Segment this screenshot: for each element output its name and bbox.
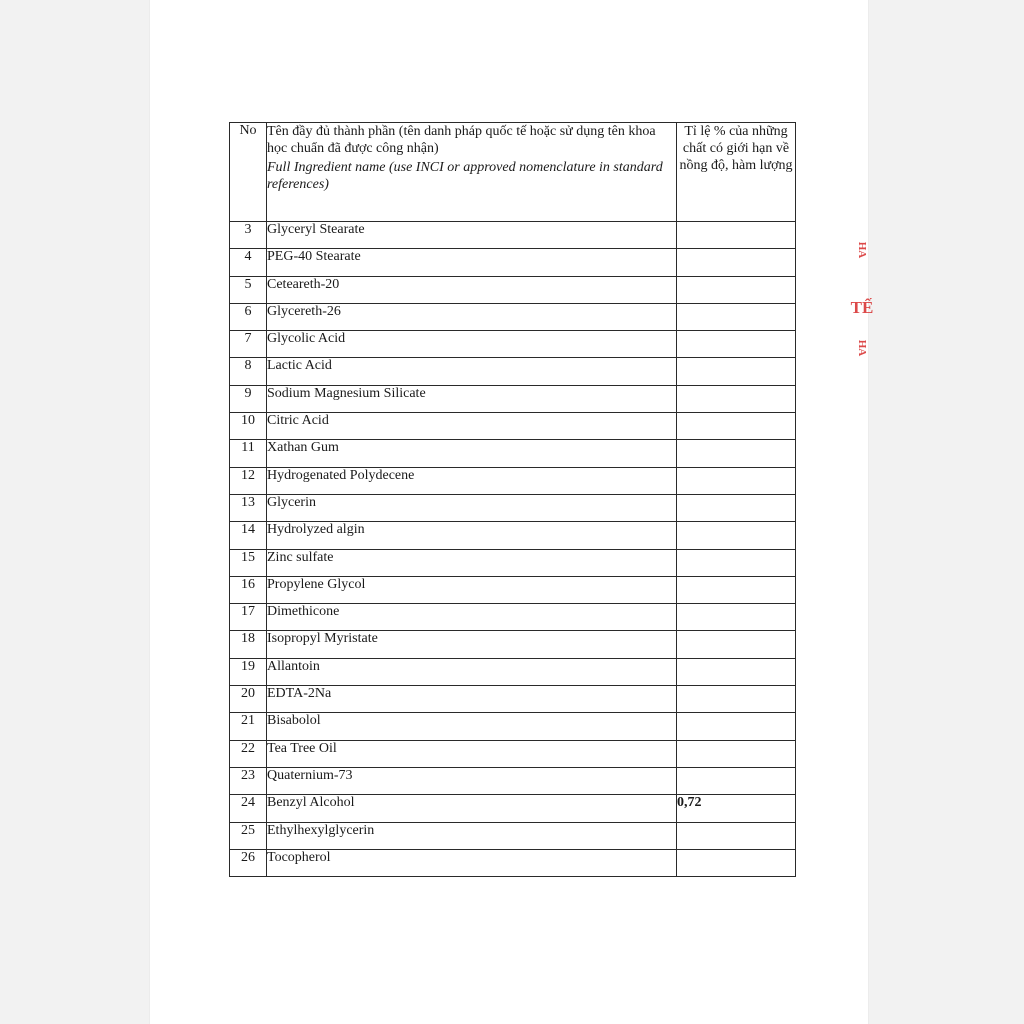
table-row [230, 767, 796, 794]
ingredient-number: 9 [230, 385, 267, 412]
ingredient-number: 10 [230, 413, 267, 440]
ingredient-percentage [677, 494, 796, 521]
ingredient-number: 5 [230, 276, 267, 303]
ingredient-percentage [677, 331, 796, 358]
ingredient-percentage [677, 303, 796, 330]
ingredient-percentage [677, 713, 796, 740]
ingredient-name: Ceteareth-20 [267, 276, 677, 303]
table-row [230, 358, 796, 385]
table-row [230, 576, 796, 603]
ingredient-percentage [677, 222, 796, 249]
ingredient-name: Isopropyl Myristate [267, 631, 677, 658]
ingredient-number: 8 [230, 358, 267, 385]
ingredient-number: 12 [230, 467, 267, 494]
table-row [230, 686, 796, 713]
table-row [230, 413, 796, 440]
ingredient-name: Dimethicone [267, 604, 677, 631]
ingredient-percentage [677, 740, 796, 767]
ingredient-percentage [677, 249, 796, 276]
header-name-english: Full Ingredient name (use INCI or approved nomenclature in standard references) [267, 160, 663, 192]
ingredients-table [229, 122, 796, 877]
header-no: No [230, 123, 267, 222]
ingredient-name: Glycolic Acid [267, 331, 677, 358]
ingredient-name: PEG-40 Stearate [267, 249, 677, 276]
ingredient-name: Quaternium-73 [267, 767, 677, 794]
ingredient-name: EDTA-2Na [267, 686, 677, 713]
red-stamp-fragment-top: HA [856, 241, 868, 259]
ingredient-number: 6 [230, 303, 267, 330]
ingredient-name: Propylene Glycol [267, 576, 677, 603]
ingredient-number: 22 [230, 740, 267, 767]
table-row [230, 822, 796, 849]
ingredient-percentage: 0,72 [677, 795, 796, 822]
table-row [230, 467, 796, 494]
table-body [230, 222, 796, 877]
table-row [230, 222, 796, 249]
ingredient-number: 21 [230, 713, 267, 740]
ingredient-percentage [677, 658, 796, 685]
ingredient-number: 4 [230, 249, 267, 276]
table-row [230, 658, 796, 685]
ingredient-percentage [677, 276, 796, 303]
ingredient-number: 20 [230, 686, 267, 713]
ingredient-number: 3 [230, 222, 267, 249]
ingredient-percentage [677, 631, 796, 658]
ingredient-name: Ethylhexylglycerin [267, 822, 677, 849]
table-row [230, 494, 796, 521]
ingredient-percentage [677, 385, 796, 412]
ingredient-name: Glycerin [267, 494, 677, 521]
table-row [230, 549, 796, 576]
ingredient-number: 13 [230, 494, 267, 521]
ingredient-name: Bisabolol [267, 713, 677, 740]
ingredient-name: Xathan Gum [267, 440, 677, 467]
ingredient-name: Citric Acid [267, 413, 677, 440]
header-ingredient-name [267, 123, 677, 222]
ingredient-percentage [677, 549, 796, 576]
table-row [230, 303, 796, 330]
table-row [230, 631, 796, 658]
ingredient-name: Allantoin [267, 658, 677, 685]
ingredient-number: 15 [230, 549, 267, 576]
table-row [230, 795, 796, 822]
ingredient-percentage [677, 686, 796, 713]
ingredient-number: 19 [230, 658, 267, 685]
ingredient-number: 23 [230, 767, 267, 794]
red-stamp-fragment-middle: TẾ [850, 298, 874, 317]
ingredient-percentage [677, 822, 796, 849]
ingredient-number: 11 [230, 440, 267, 467]
table-row [230, 276, 796, 303]
ingredient-percentage [677, 849, 796, 876]
ingredient-name: Lactic Acid [267, 358, 677, 385]
ingredient-name: Glyceryl Stearate [267, 222, 677, 249]
table-header-row [230, 123, 796, 222]
header-percentage: Tỉ lệ % của những chất có giới hạn về nồng độ, hàm lượng [677, 123, 796, 222]
header-name-vietnamese: Tên đầy đủ thành phần (tên danh pháp quốc tế hoặc sử dụng tên khoa học chuẩn đã được công nhận) [267, 124, 656, 156]
ingredient-number: 24 [230, 795, 267, 822]
ingredient-name: Hydrogenated Polydecene [267, 467, 677, 494]
table-row [230, 249, 796, 276]
ingredient-percentage [677, 440, 796, 467]
ingredient-name: Hydrolyzed algin [267, 522, 677, 549]
table-row [230, 385, 796, 412]
ingredient-number: 26 [230, 849, 267, 876]
ingredient-percentage [677, 604, 796, 631]
ingredient-percentage [677, 467, 796, 494]
table-row [230, 522, 796, 549]
table-row [230, 331, 796, 358]
ingredient-number: 16 [230, 576, 267, 603]
red-stamp-fragment-bottom: HA [856, 339, 868, 357]
ingredient-number: 7 [230, 331, 267, 358]
ingredient-name: Benzyl Alcohol [267, 795, 677, 822]
ingredient-name: Glycereth-26 [267, 303, 677, 330]
ingredient-number: 14 [230, 522, 267, 549]
table-row [230, 740, 796, 767]
ingredient-name: Tea Tree Oil [267, 740, 677, 767]
ingredient-number: 17 [230, 604, 267, 631]
ingredient-name: Tocopherol [267, 849, 677, 876]
table-row [230, 440, 796, 467]
ingredient-name: Sodium Magnesium Silicate [267, 385, 677, 412]
ingredient-percentage [677, 358, 796, 385]
ingredient-percentage [677, 413, 796, 440]
ingredient-name: Zinc sulfate [267, 549, 677, 576]
ingredient-percentage [677, 767, 796, 794]
ingredient-number: 25 [230, 822, 267, 849]
table-row [230, 604, 796, 631]
ingredient-percentage [677, 522, 796, 549]
ingredient-number: 18 [230, 631, 267, 658]
table-row [230, 713, 796, 740]
table-row [230, 849, 796, 876]
ingredient-percentage [677, 576, 796, 603]
